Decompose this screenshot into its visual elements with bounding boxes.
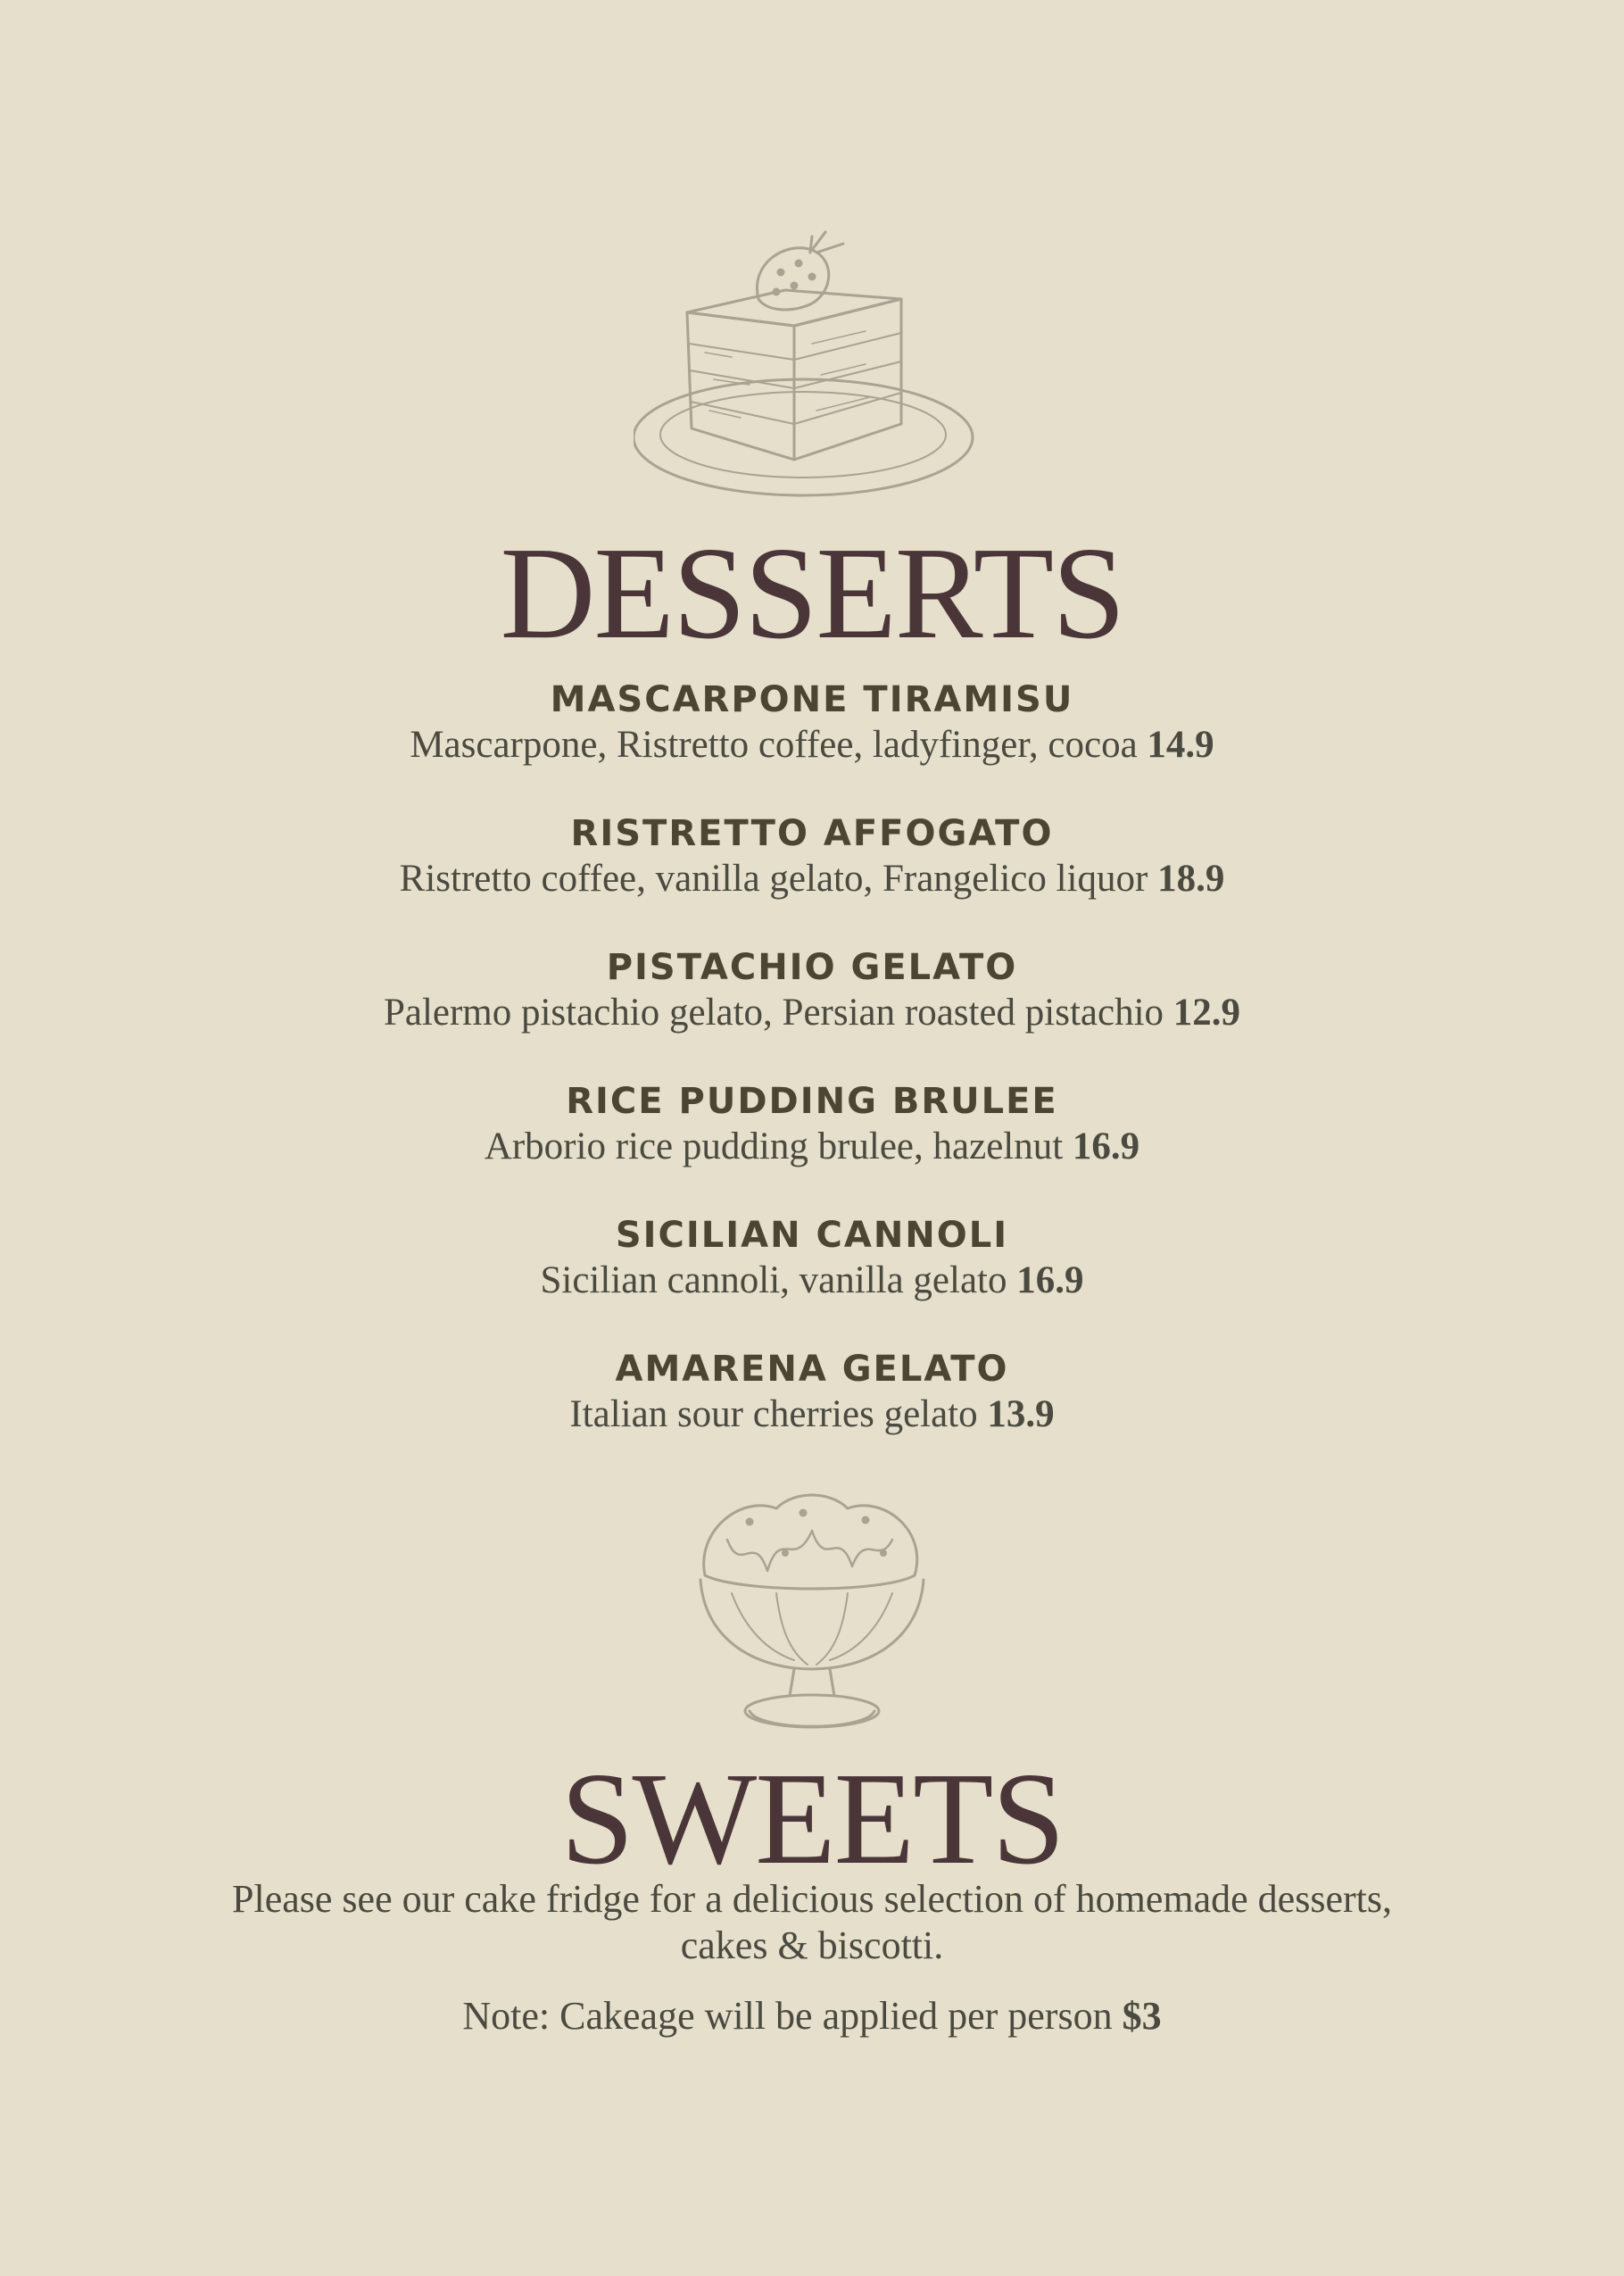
item-description-line — [0, 1125, 1624, 1169]
item-price: 16.9 — [1072, 1126, 1140, 1167]
item-name: RICE PUDDING BRULEE — [566, 1081, 1058, 1122]
item-price: 16.9 — [1016, 1259, 1084, 1301]
item-name: PISTACHIO GELATO — [606, 947, 1018, 988]
dessert-menu-list — [0, 677, 1624, 1480]
note-amount: $3 — [1122, 1994, 1162, 2038]
item-description-line — [0, 1392, 1624, 1437]
item-description-line — [0, 723, 1624, 768]
item-name: MASCARPONE TIRAMISU — [550, 679, 1074, 720]
item-description: Italian sour cherries gelato — [569, 1393, 978, 1435]
cakeage-note — [0, 1993, 1624, 2039]
item-description-line — [0, 857, 1624, 901]
menu-item — [0, 1346, 1624, 1480]
item-description-line — [0, 991, 1624, 1035]
item-description: Arborio rice pudding brulee, hazelnut — [484, 1126, 1064, 1167]
sweets-description-line-1: Please see our cake fridge for a delicious selection of homemade desserts, — [232, 1877, 1392, 1921]
item-description: Sicilian cannoli, vanilla gelato — [540, 1259, 1007, 1301]
sweets-heading: SWEETS — [560, 1746, 1064, 1892]
cake-slice-icon — [634, 228, 990, 513]
item-description: Ristretto coffee, vanilla gelato, Frangelico liquor — [399, 858, 1148, 900]
item-description: Mascarpone, Ristretto coffee, ladyfinger, cocoa — [410, 724, 1138, 766]
menu-item — [0, 810, 1624, 944]
item-price: 12.9 — [1172, 992, 1241, 1034]
item-name: SICILIAN CANNOLI — [615, 1215, 1009, 1256]
menu-item — [0, 1078, 1624, 1212]
menu-item — [0, 677, 1624, 810]
item-price: 18.9 — [1157, 858, 1225, 900]
item-description-line — [0, 1258, 1624, 1303]
sweets-description — [134, 1876, 1490, 1969]
gelato-sundae-icon — [678, 1477, 946, 1745]
desserts-heading: DESSERTS — [500, 520, 1124, 667]
item-price: 14.9 — [1147, 724, 1214, 766]
item-name: RISTRETTO AFFOGATO — [570, 813, 1054, 854]
note-label: Note: Cakeage will be applied per person — [462, 1994, 1113, 2038]
item-name: AMARENA GELATO — [615, 1349, 1009, 1390]
menu-item — [0, 1212, 1624, 1346]
sweets-description-line-2: cakes & biscotti. — [680, 1923, 944, 1967]
menu-item — [0, 944, 1624, 1078]
item-description: Palermo pistachio gelato, Persian roasted pistachio — [383, 992, 1164, 1034]
item-price: 13.9 — [987, 1393, 1055, 1435]
